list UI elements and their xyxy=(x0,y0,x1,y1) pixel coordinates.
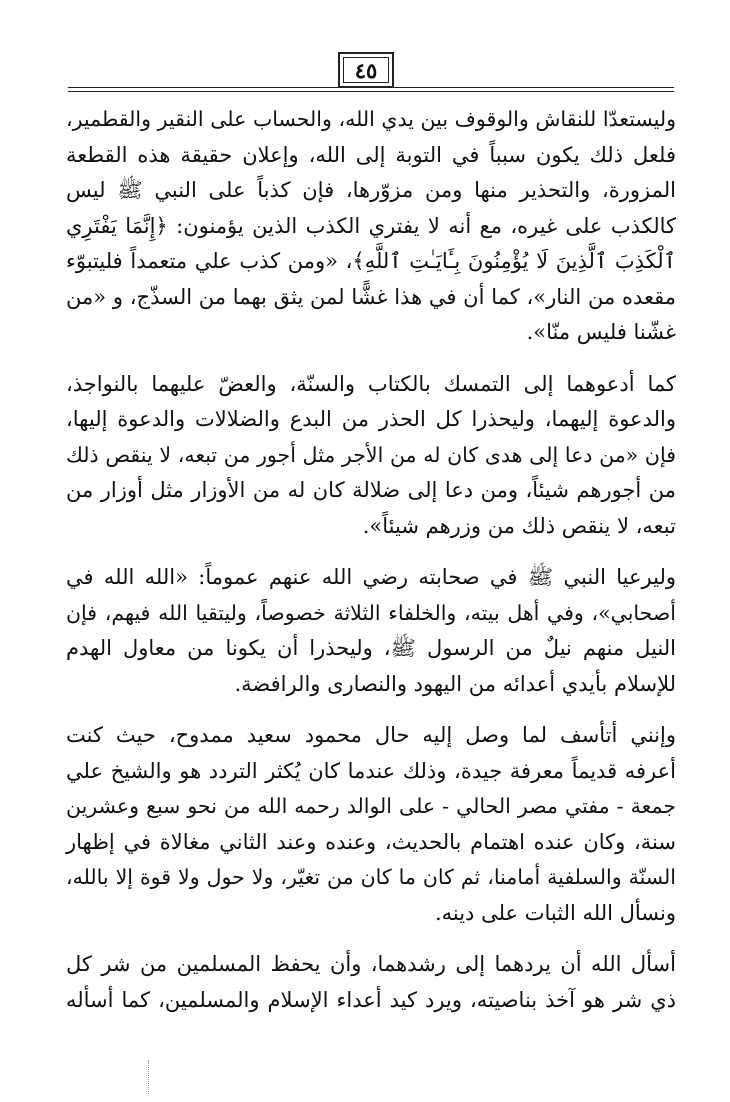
text-line: النيل منهم نيلٌ من الرسول ﷺ، وليحذرا أن يكونا من معاول الهدم xyxy=(66,636,676,660)
text-line: وإنني أتأسف لما وصل إليه حال محمود سعيد ممدوح، حيث كنت xyxy=(66,723,676,747)
paragraph-1 xyxy=(66,102,676,351)
text-line: كالكذب على غيره، مع أنه لا يفتري الكذب الذين يؤمنون: ﴿إِنَّمَا يَفْتَرِي xyxy=(66,213,676,238)
text-line: ٱلْكَذِبَ ٱلَّذِينَ لَا يُؤْمِنُونَ بِـَٔايَـٰتِ ٱللَّهِ﴾، «ومن كذب علي متعمداً فليتبوّء xyxy=(66,249,676,273)
text-line: أسأل الله أن يردهما إلى رشدهما، وأن يحفظ المسلمين من شر كل xyxy=(66,952,676,976)
text-line: للإسلام بأيدي أعدائه من اليهود والنصارى والرافضة. xyxy=(234,671,676,696)
header-rule-top xyxy=(68,87,674,88)
text-line: من أجورهم شيئاً، ومن دعا إلى ضلالة كان له من الأوزار مثل أوزار من xyxy=(66,478,676,502)
paragraph-5 xyxy=(66,947,676,1018)
text-line: ذي شر هو آخذ بناصيته، ويرد كيد أعداء الإسلام والمسلمين، كما أسأله xyxy=(66,987,676,1012)
text-line: مقعده من النار»، كما أن في هذا غشًّا لمن يثق بهما من السذّج، و «من xyxy=(66,284,676,309)
text-line: فإن «من دعا إلى هدى كان له من الأجر مثل أجور من تبعه، لا ينقص ذلك xyxy=(66,442,676,467)
text-line: وليستعدّا للنقاش والوقوف بين يدي الله، والحساب على النقير والقطمير، xyxy=(66,107,676,131)
paragraph-4 xyxy=(66,718,676,931)
text-line: المزورة، والتحذير منها ومن مزوّرها، فإن كذباً على النبي ﷺ ليس xyxy=(66,178,676,202)
page-number: ٤٥ xyxy=(354,57,378,83)
header-rule-bottom xyxy=(68,91,674,92)
text-line: غشّنا فليس منّا». xyxy=(526,320,676,344)
paragraph-2 xyxy=(66,367,676,545)
text-line: كما أدعوهما إلى التمسك بالكتاب والسنّة، والعضّ عليهما بالنواجذ، xyxy=(66,371,676,396)
text-line: تبعه، لا ينقص ذلك من وزرهم شيئاً». xyxy=(362,513,676,538)
text-line: ونسأل الله الثبات على دينه. xyxy=(434,900,676,925)
text-line: والدعوة إليهما، وليحذرا كل الحذر من البدع والضلالات والدعوة إليها، xyxy=(66,407,676,431)
text-line: أصحابي»، وفي أهل بيته، والخلفاء الثلاثة خصوصاً، وليتقيا الله فيهم، فإن xyxy=(66,600,676,625)
paragraph-3 xyxy=(66,560,676,702)
text-line: فلعل ذلك يكون سبباً في التوبة إلى الله، وإعلان حقيقة هذه القطعة xyxy=(66,142,676,167)
text-line: جمعة - مفتي مصر الحالي - على الوالد رحمه الله من نحو سبع وعشرين xyxy=(66,794,676,818)
text-line: أعرفه قديماً معرفة جيدة، وذلك عندما كان يُكثر التردد هو والشيخ علي xyxy=(66,758,676,783)
text-line: سنة، وكان عنده اهتمام بالحديث، وعنده وعند الثاني مغالاة في إظهار xyxy=(66,829,676,854)
page-number-frame xyxy=(338,52,394,88)
text-line: وليرعيا النبي ﷺ في صحابته رضي الله عنهم عموماً: «الله الله في xyxy=(66,565,676,589)
text-line: السنّة والسلفية أمامنا، ثم كان ما كان من تغيّر، ولا حول ولا قوة إلا بالله، xyxy=(66,865,676,889)
scan-dotted-mark xyxy=(148,1060,150,1094)
page-body xyxy=(66,102,676,1034)
